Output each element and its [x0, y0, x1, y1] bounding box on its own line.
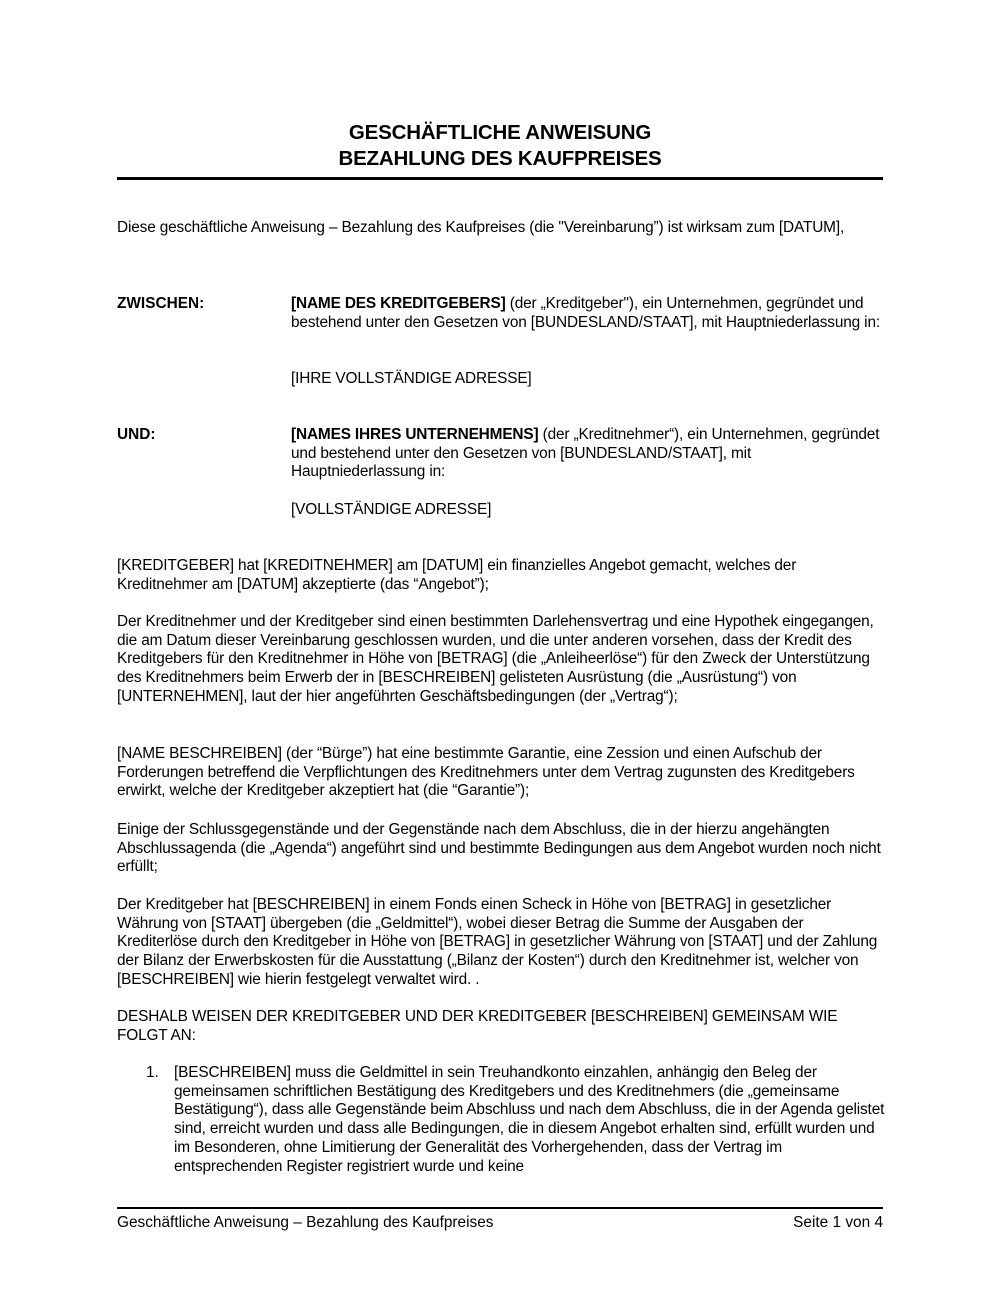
footer-document-title: Geschäftliche Anweisung – Bezahlung des Kaufpreises — [117, 1214, 494, 1231]
footer-page-number: Seite 1 von 4 — [793, 1214, 883, 1231]
recital-agenda: Einige der Schlussgegenstände und der Gegenstände nach dem Abschluss, die in der hierzu angehängten Abschlussagenda (die „Agenda“) angeführt sind und bestimmte Bedingungen aus dem Angebot wurden noch nicht erfüllt; — [117, 821, 881, 876]
party-borrower-description — [291, 426, 883, 482]
title-line-1: GESCHÄFTLICHE ANWEISUNG — [348, 121, 652, 144]
title-divider — [117, 177, 883, 180]
party-lender-address: [IHRE VOLLSTÄNDIGE ADRESSE] — [291, 370, 532, 387]
list-item-number: 1. — [146, 1064, 159, 1081]
recital-funds: Der Kreditgeber hat [BESCHREIBEN] in einem Fonds einen Scheck in Höhe von [BETRAG] in gesetzlicher Währung von [STAAT] übergeben (die „Geldmittel“), wobei dieser Betrag die Summe der Ausgaben der Krediterlöse durch den Kreditgeber in Höhe von [BETRAG] in gesetzlicher Währung von [STAAT] und der Zahlung der Bilanz der Erwerbskosten für die Ausstattung („Bilanz der Kosten“) durch den Kreditnehmer ist, welcher von [BESCHREIBEN] wie hierin festgelegt verwaltet wird. . — [117, 896, 878, 988]
intro-paragraph: Diese geschäftliche Anweisung – Bezahlung des Kaufpreises (die "Vereinbarung”) ist wirksam zum [DATUM], — [117, 219, 845, 236]
party-label-und: UND: — [117, 426, 156, 443]
recital-loan-agreement: Der Kreditnehmer und der Kreditgeber sind einen bestimmten Darlehensvertrag und eine Hypothek eingegangen, die am Datum dieser Vereinbarung geschlossen wurden, und die unter anderen vorsehen, dass der Kredit des Kreditgebers für den Kreditnehmer in Höhe von [BETRAG] (die „Anleiheerlöse“) für den Zweck der Unterstützung des Kreditnehmers beim Erwerb der in [BESCHREIBEN] gelisteten Ausrüstung (die „Ausrüstung“) von [UNTERNEHMEN], laut der hier angeführten Geschäftsbedingungen (der „Vertrag“); — [117, 613, 874, 705]
list-item-text: [BESCHREIBEN] muss die Geldmittel in sein Treuhandkonto einzahlen, anhängig den Beleg der gemeinsamen schriftlichen Bestätigung des Kreditgebers und des Kreditnehmers (die „gemeinsame Bestätigung“), dass alle Gegenstände beim Abschluss und nach dem Abschluss, die in der Agenda gelistet sind, erreicht wurden und dass alle Bedingungen, die in diesem Angebot erhalten sind, erfüllt wurden und im Besonderen, ohne Limitierung der Generalität des Vorhergehenden, dass der Vertrag im entsprechenden Register registriert wurde und keine — [174, 1064, 885, 1175]
title-line-2: BEZAHLUNG DES KAUFPREISES — [338, 147, 662, 170]
recital-offer: [KREDITGEBER] hat [KREDITNEHMER] am [DATUM] ein finanzielles Angebot gemacht, welches der Kreditnehmer am [DATUM] akzeptierte (das “Angebot”); — [117, 557, 797, 593]
party-lender-text: (der „Kreditgeber"), ein Unternehmen, gegründet und bestehend unter den Gesetzen von [BUNDESLAND/STAAT], mit Hauptniederlassung in: — [291, 295, 880, 331]
document-title — [117, 120, 883, 172]
recital-guarantee: [NAME BESCHREIBEN] (der “Bürge”) hat eine bestimmte Garantie, eine Zession und einen Aufschub der Forderungen betreffend die Verpflichtungen des Kreditnehmers unter dem Vertrag zugunsten des Kreditgebers erwirkt, welche der Kreditgeber akzeptiert hat (die “Garantie”); — [117, 745, 855, 800]
party-lender-description — [291, 295, 883, 332]
instruction-heading: DESHALB WEISEN DER KREDITGEBER UND DER KREDITGEBER [BESCHREIBEN] GEMEINSAM WIE FOLGT AN: — [117, 1008, 838, 1044]
party-borrower-text: (der „Kreditnehmer“), ein Unternehmen, gegründet und bestehend unter den Gesetzen von [BUNDESLAND/STAAT], mit Hauptniederlassung in: — [291, 426, 880, 481]
party-lender-name: [NAME DES KREDITGEBERS] — [291, 295, 506, 312]
party-label-zwischen: ZWISCHEN: — [117, 295, 205, 312]
party-borrower-address: [VOLLSTÄNDIGE ADRESSE] — [291, 501, 492, 518]
party-borrower-name: [NAMES IHRES UNTERNEHMENS] — [291, 426, 539, 443]
footer-divider — [117, 1207, 883, 1209]
